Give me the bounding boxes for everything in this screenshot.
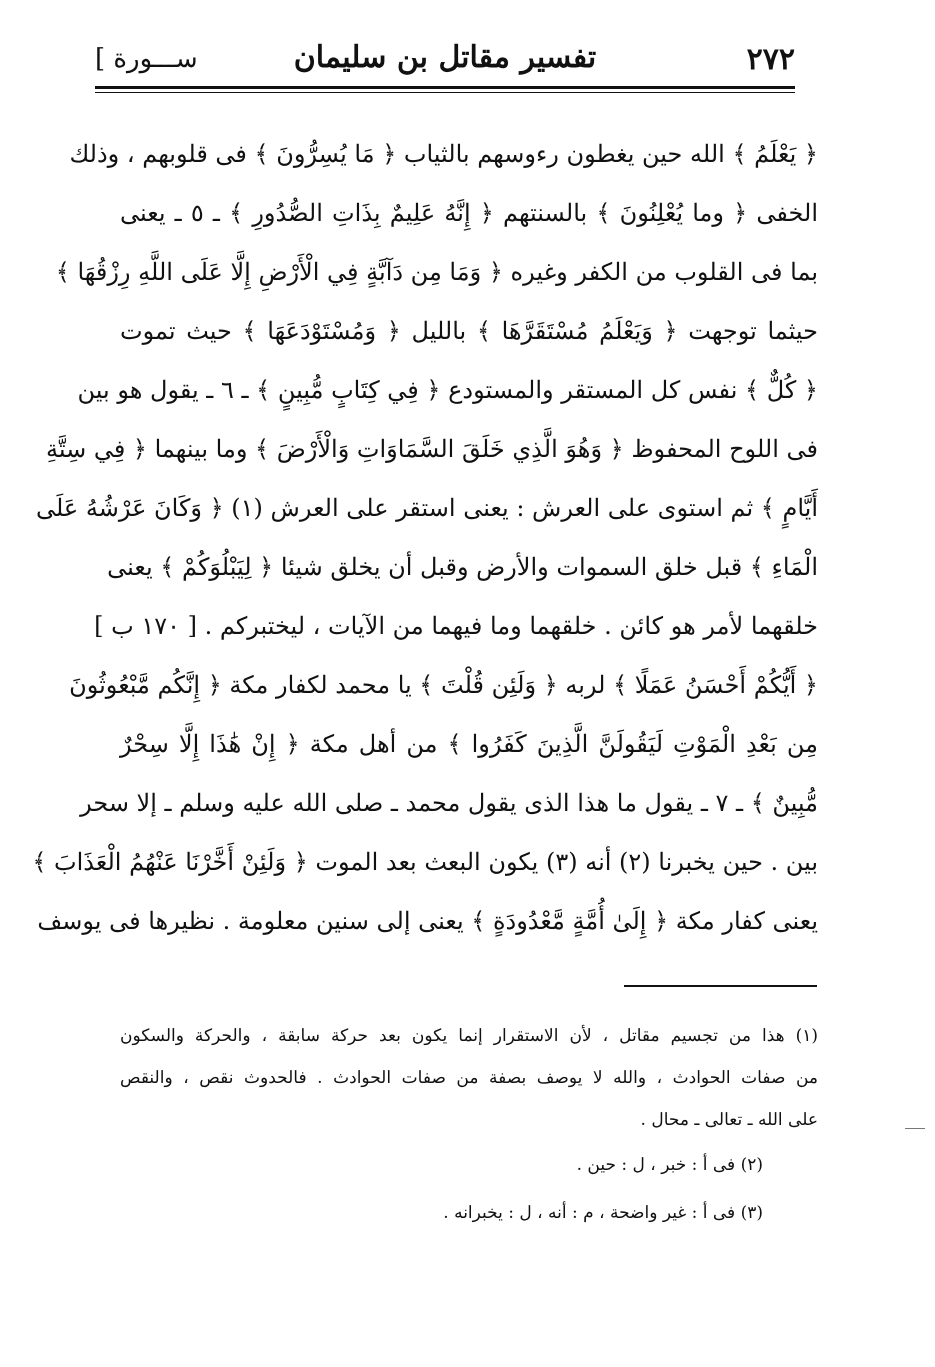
body-line: الخفى ﴿ وما يُعْلِنُونَ ﴾ بالسنتهم ﴿ إِنَّهُ عَلِيمٌ بِذَاتِ الصُّدُورِ ﴾ ـ ٥ ـ يعنى [120, 199, 818, 227]
page-number: ٢٧٢ [746, 42, 795, 77]
body-line: ﴿ كُلٌّ ﴾ نفس كل المستقر والمستودع ﴿ فِي كِتَابٍ مُّبِينٍ ﴾ ـ ٦ ـ يقول هو بين [77, 376, 818, 404]
book-title: تفسير مقاتل بن سليمان [293, 40, 597, 75]
body-text [32, 125, 818, 951]
footnote-line: (٣) فى أ : غير واضحة ، م : أنه ، ل : يخبرانه . [443, 1203, 763, 1223]
body-line: يعنى كفار مكة ﴿ إِلَىٰ أُمَّةٍ مَّعْدُودَةٍ ﴾ يعنى إلى سنين معلومة . نظيرها فى يوسف [37, 907, 818, 935]
body-line: الْمَاءِ ﴾ قبل خلق السموات والأرض وقبل أن يخلق شيئا ﴿ لِيَبْلُوَكُمْ ﴾ يعنى [107, 553, 818, 581]
body-line: أَيَّامٍ ﴾ ثم استوى على العرش : يعنى استقر على العرش (١) ﴿ وَكَانَ عَرْشُهُ عَلَى [35, 494, 818, 522]
body-line: فى اللوح المحفوظ ﴿ وَهُوَ الَّذِي خَلَقَ السَّمَاوَاتِ وَالْأَرْضَ ﴾ وما بينهما ﴿ فِي سِتَّةِ [45, 435, 818, 463]
running-head [95, 36, 795, 86]
header-rule [95, 86, 795, 93]
margin-mark [905, 1128, 925, 1129]
footnote-line: من صفات الحوادث ، والله لا يوصف بصفة من صفات الحوادث . فالحدوث نقص ، والنقص [120, 1068, 818, 1088]
footnote-line: على الله ـ تعالى ـ محال . [640, 1110, 818, 1130]
body-line: خلقهما لأمر هو كائن . خلقهما وما فيهما من الآيات ، ليختبركم . [ ١٧٠ ب ] [94, 612, 818, 640]
footnotes [120, 1015, 818, 1237]
body-line: ﴿ أَيُّكُمْ أَحْسَنُ عَمَلًا ﴾ لربه ﴿ وَلَئِن قُلْتَ ﴾ يا محمد لكفار مكة ﴿ إِنَّكُم مَّبْعُوثُونَ [69, 671, 818, 699]
body-line: ﴿ يَعْلَمُ ﴾ الله حين يغطون رءوسهم بالثياب ﴿ مَا يُسِرُّونَ ﴾ فى قلوبهم ، وذلك [69, 140, 818, 168]
body-line: بين . حين يخبرنا (٢) أنه (٣) يكون البعث بعد الموت ﴿ وَلَئِنْ أَخَّرْنَا عَنْهُمُ الْعَذَابَ ﴾ [32, 848, 818, 876]
footnote-line: (٢) فى أ : خبر ، ل : حين . [576, 1155, 763, 1175]
body-line: بما فى القلوب من الكفر وغيره ﴿ وَمَا مِن دَآبَّةٍ فِي الْأَرْضِ إِلَّا عَلَى اللَّهِ رِزْقُهَا ﴾ [55, 258, 818, 286]
body-line: مُّبِينٌ ﴾ ـ ٧ ـ يقول ما هذا الذى يقول محمد ـ صلى الله عليه وسلم ـ إلا سحر [80, 789, 818, 817]
footnote-rule [624, 985, 817, 987]
footnote-line: (١) هذا من تجسيم مقاتل ، لأن الاستقرار إنما يكون بعد حركة سابقة ، والحركة والسكون [120, 1026, 818, 1046]
body-line: حيثما توجهت ﴿ وَيَعْلَمُ مُسْتَقَرَّهَا ﴾ بالليل ﴿ وَمُسْتَوْدَعَهَا ﴾ حيث تموت [120, 317, 818, 345]
surah-label: [ ســـورة [95, 44, 198, 74]
body-line: مِن بَعْدِ الْمَوْتِ لَيَقُولَنَّ الَّذِينَ كَفَرُوا ﴾ من أهل مكة ﴿ إِنْ هَٰذَا إِلَّا سِحْرٌ [120, 730, 818, 758]
